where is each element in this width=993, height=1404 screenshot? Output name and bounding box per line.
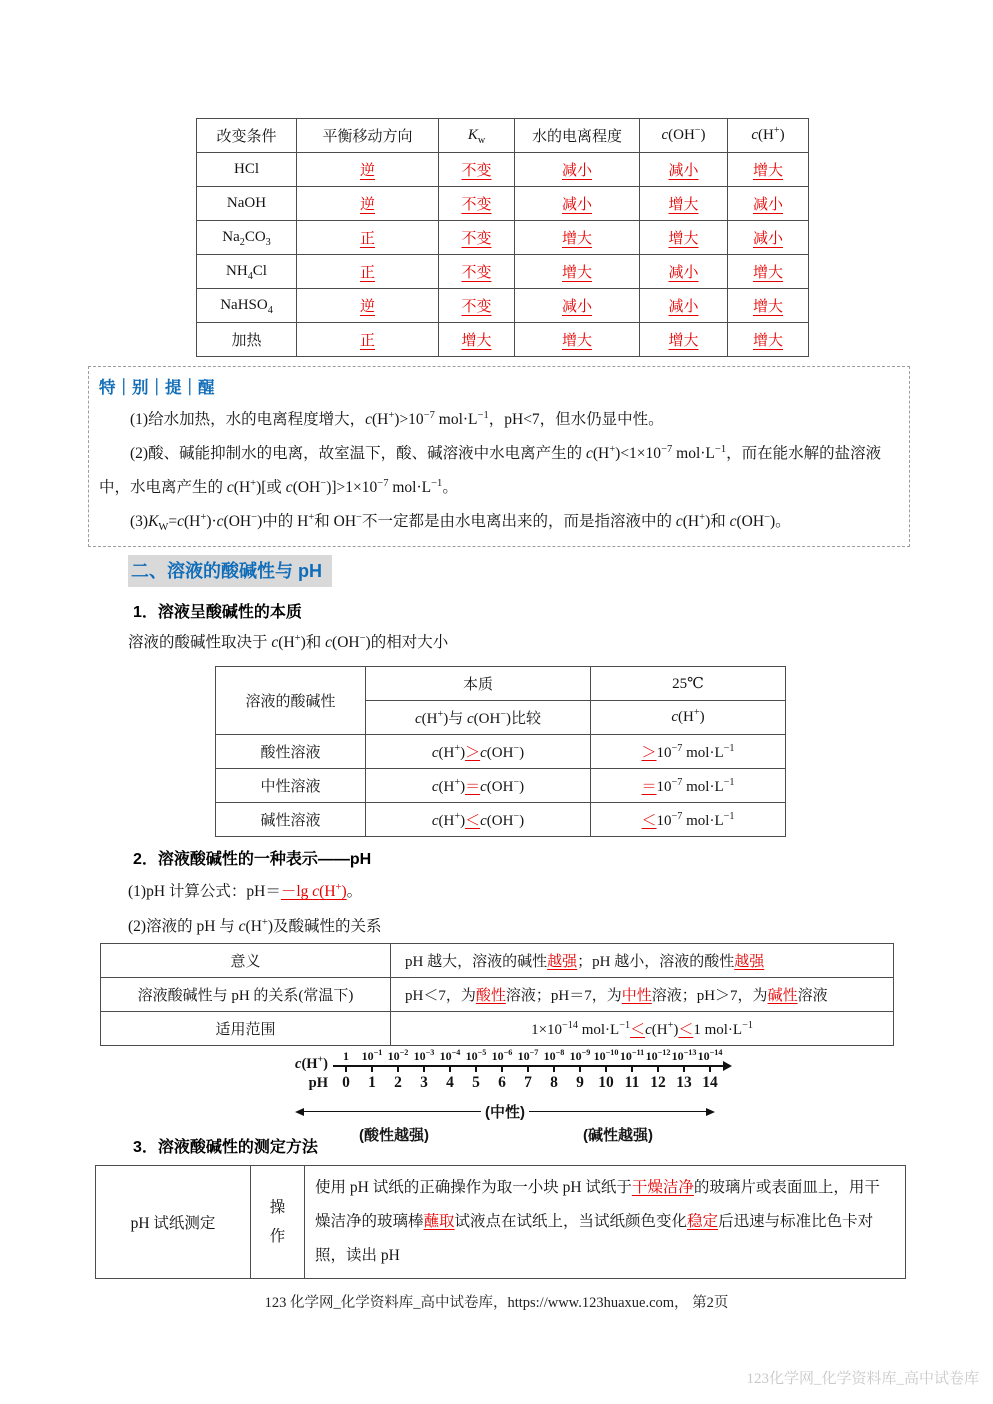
ph-tick-value: 10 xyxy=(598,1074,614,1091)
ph-tick-value: 5 xyxy=(472,1074,480,1091)
c-oh-change-cell: 减小 xyxy=(640,289,728,323)
ph-axis-line xyxy=(333,1065,723,1072)
ph-meaning-table xyxy=(100,943,894,1046)
reminder-point-2: (2)酸、碱能抑制水的电离，故室温下，酸、碱溶液中水电离产生的 $c(H^+)<1\times 10^{-7}$ $mol\cdot L^{-1}$，而在能水解的盐溶液中，水电离产生的 c(H+)[或 $c(OH^-)]>1\times 10^{-7}$ $mol\cdot L^{-1}$。 xyxy=(99,443,882,496)
acidity-direction-arrow xyxy=(287,1101,723,1122)
comparison-cell: c(H+)＝c(OH−) xyxy=(366,769,591,803)
c-h-change-cell: 增大 xyxy=(728,255,809,289)
water-table-body xyxy=(197,153,809,357)
ph-measurement-table xyxy=(95,1165,906,1279)
left-arrowhead-icon xyxy=(295,1108,304,1116)
comparison-cell: c(H+)＞c(OH−) xyxy=(366,735,591,769)
ph-tick-value: 8 xyxy=(550,1074,558,1091)
comparison-cell: c(H+)＜c(OH−) xyxy=(366,803,591,837)
axis-tick xyxy=(697,1067,723,1072)
table-row xyxy=(101,944,894,978)
axis-tick xyxy=(619,1067,645,1072)
axis-tick xyxy=(333,1067,359,1072)
ph-axis-label: pH xyxy=(308,1075,328,1091)
ph-relation-line: (2)溶液的 pH 与 c(H+)及酸碱性的关系 xyxy=(128,916,382,935)
ph-tick-value: 3 xyxy=(420,1074,428,1091)
c-oh-change-cell: 增大 xyxy=(640,187,728,221)
ph-values-row xyxy=(287,1074,723,1092)
axis-tick xyxy=(515,1067,541,1072)
ph-tick-value: 9 xyxy=(576,1074,584,1091)
watermark-text: 123化学网_化学资料库_高中试卷库 xyxy=(746,1371,979,1387)
table-row xyxy=(197,289,809,323)
axis-tick xyxy=(489,1067,515,1072)
c-h-change-cell: 减小 xyxy=(728,187,809,221)
axis-tick xyxy=(359,1067,385,1072)
c-oh-change-cell: 减小 xyxy=(640,153,728,187)
strength-labels xyxy=(287,1124,723,1146)
ch-tick-value: $10^{-10}$ xyxy=(593,1048,619,1063)
row-label-cell: 意义 xyxy=(101,944,391,978)
reminder-point-3: $(3)K_W=c(H^+)\cdot c(OH^-)$中的 H+和 OH−不一定都是由水电离出来的，而是指溶液中的 c(H+)和 c(OH−)。 xyxy=(130,511,791,534)
ch-axis-label: c(H+) xyxy=(295,1054,328,1072)
table-row xyxy=(197,187,809,221)
right-arrowhead-icon xyxy=(706,1108,715,1116)
section-2-title: 二、溶液的酸碱性与 pH xyxy=(131,561,322,581)
c-oh-change-cell: 增大 xyxy=(640,323,728,357)
shift-direction-cell: 正 xyxy=(297,323,439,357)
acid-stronger-label: (酸性越强) xyxy=(359,1127,429,1144)
ch-tick-value: $10^{-12}$ xyxy=(645,1048,671,1063)
ph-meaning-body xyxy=(101,944,894,1046)
ionization-degree-cell: 减小 xyxy=(515,153,640,187)
ch-tick-value: $10^{-2}$ xyxy=(387,1048,409,1063)
row-value-cell: pH＜7，为酸性溶液；pH＝7，为中性溶液；pH＞7，为碱性溶液 xyxy=(391,978,894,1012)
condition-cell: $Na_2CO_3$ xyxy=(197,221,297,255)
ph-tick-value: 2 xyxy=(394,1074,402,1091)
kw-change-cell: 增大 xyxy=(439,323,515,357)
ch-tick-value: $10^{-8}$ xyxy=(543,1048,565,1063)
comparison-header: c(H+)与 c(OH−)比较 xyxy=(366,701,591,735)
ch-tick-value: 1 xyxy=(343,1049,349,1063)
operation-text-cell: 使用 pH 试纸的正确操作为取一小块 pH 试纸于干燥洁净的玻璃片或表面皿上，用干燥洁净的玻璃棒蘸取试液点在试纸上，当试纸颜色变化稳定后迅速与标准比色卡对照，读出 pH xyxy=(305,1166,906,1279)
ch-tick-value: $10^{-1}$ xyxy=(361,1048,383,1063)
condition-cell: HCl xyxy=(197,153,297,187)
condition-cell: $NH_4Cl$ xyxy=(197,255,297,289)
axis-tick xyxy=(411,1067,437,1072)
ph-scale-diagram xyxy=(287,1047,723,1146)
ch-value-cell: $>10^{-7}$ $mol\cdot L^{-1}$ xyxy=(591,735,786,769)
ch-tick-value: $10^{-9}$ xyxy=(569,1048,591,1063)
ionization-degree-cell: 增大 xyxy=(515,255,640,289)
subsection-3-title: 3．溶液酸碱性的测定方法 xyxy=(133,1139,318,1156)
axis-tick xyxy=(567,1067,593,1072)
temperature-header: 25℃ xyxy=(591,667,786,701)
axis-tick xyxy=(645,1067,671,1072)
ph-axis xyxy=(287,1065,723,1072)
ch-tick-value: $10^{-6}$ xyxy=(491,1048,513,1063)
axis-tick xyxy=(593,1067,619,1072)
reminder-title: 特｜别｜提｜醒 xyxy=(99,379,215,397)
corner-header: 溶液的酸碱性 xyxy=(216,667,366,735)
row-value-cell: pH 越大，溶液的碱性越强；pH 越小，溶液的酸性越强 xyxy=(391,944,894,978)
ph-tick-value: 1 xyxy=(368,1074,376,1091)
arrow-line-right xyxy=(529,1111,706,1112)
ch-tick-value: $10^{-13}$ xyxy=(671,1048,697,1063)
table-row xyxy=(197,153,809,187)
ch-tick-value: $10^{-4}$ xyxy=(439,1048,461,1063)
c-oh-change-cell: 减小 xyxy=(640,255,728,289)
ph-tick-value: 13 xyxy=(676,1074,692,1091)
ch-tick-value: $10^{-7}$ xyxy=(517,1048,539,1063)
table-row xyxy=(197,221,809,255)
kw-change-cell: 不变 xyxy=(439,187,515,221)
ch-tick-value: $10^{-5}$ xyxy=(465,1048,487,1063)
ch-header: c(H+) xyxy=(591,701,786,735)
reminder-point-1: (1)给水加热，水的电离程度增大，$c(H^+)>10^{-7}$ $mol\cdot L^{-1}$，pH<7，但水仍显中性。 xyxy=(130,409,664,428)
ionization-degree-cell: 减小 xyxy=(515,289,640,323)
axis-tick xyxy=(385,1067,411,1072)
ph-tick-value: 6 xyxy=(498,1074,506,1091)
axis-tick xyxy=(463,1067,489,1072)
row-value-cell: $1\times 10^{-14}$ $mol\cdot L^{-1}<c(H^+)<1$ $mol\cdot L^{-1}$ xyxy=(391,1012,894,1046)
column-header: 改变条件 xyxy=(197,119,297,153)
neutral-label: (中性) xyxy=(485,1104,525,1121)
essence-table-body xyxy=(216,735,786,837)
ph-tick-value: 4 xyxy=(446,1074,454,1091)
table-row xyxy=(216,735,786,769)
acidity-essence-intro: 溶液的酸碱性取决于 c(H+)和 c(OH−)的相对大小 xyxy=(128,632,449,651)
axis-tick xyxy=(437,1067,463,1072)
kw-change-cell: 不变 xyxy=(439,153,515,187)
ph-tick-value: 11 xyxy=(624,1074,640,1091)
essence-header: 本质 xyxy=(366,667,591,701)
kw-change-cell: 不变 xyxy=(439,255,515,289)
table-row xyxy=(197,323,809,357)
ph-tick-value: 14 xyxy=(702,1074,718,1091)
c-h-change-cell: 增大 xyxy=(728,323,809,357)
shift-direction-cell: 正 xyxy=(297,221,439,255)
condition-cell: NaHSO$_4$ xyxy=(197,289,297,323)
table-row xyxy=(101,1012,894,1046)
c-oh-change-cell: 增大 xyxy=(640,221,728,255)
ph-tick-value: 0 xyxy=(342,1074,350,1091)
row-label-cell: 适用范围 xyxy=(101,1012,391,1046)
ionization-degree-cell: 减小 xyxy=(515,187,640,221)
acidity-essence-table xyxy=(215,666,786,837)
condition-cell: NaOH xyxy=(197,187,297,221)
column-header: c(OH−) xyxy=(640,119,728,153)
shift-direction-cell: 逆 xyxy=(297,153,439,187)
water-ionization-influence-table xyxy=(196,118,809,357)
table-header-row xyxy=(197,119,809,153)
ionization-degree-cell: 增大 xyxy=(515,221,640,255)
ch-values-row xyxy=(287,1047,723,1072)
special-reminder-box xyxy=(88,366,910,547)
table-row xyxy=(101,978,894,1012)
column-header: $K_w$ xyxy=(439,119,515,153)
column-header: c(H+) xyxy=(728,119,809,153)
method-name-cell: pH 试纸测定 xyxy=(96,1166,251,1279)
shift-direction-cell: 正 xyxy=(297,255,439,289)
ch-tick-value: $10^{-11}$ xyxy=(619,1048,645,1063)
c-h-change-cell: 减小 xyxy=(728,221,809,255)
axis-tick xyxy=(541,1067,567,1072)
kw-change-cell: 不变 xyxy=(439,221,515,255)
table-row xyxy=(197,255,809,289)
ch-tick-value: $10^{-3}$ xyxy=(413,1048,435,1063)
table-row xyxy=(216,769,786,803)
ph-formula-line: (1)pH 计算公式：pH＝－lg c(H+)。 xyxy=(128,881,363,900)
base-stronger-label: (碱性越强) xyxy=(583,1127,653,1144)
ph-tick-value: 12 xyxy=(650,1074,666,1091)
ch-value-cell: $=10^{-7}$ $mol\cdot L^{-1}$ xyxy=(591,769,786,803)
arrow-line-left xyxy=(304,1111,481,1112)
table-header-row xyxy=(216,667,786,701)
subsection-2-title: 2．溶液酸碱性的一种表示——pH xyxy=(133,851,372,868)
ionization-degree-cell: 增大 xyxy=(515,323,640,357)
c-h-change-cell: 增大 xyxy=(728,289,809,323)
subsection-1-title: 1．溶液呈酸碱性的本质 xyxy=(133,604,302,621)
kw-change-cell: 不变 xyxy=(439,289,515,323)
condition-cell: 加热 xyxy=(197,323,297,357)
solution-type-cell: 碱性溶液 xyxy=(216,803,366,837)
ph-tick-value: 7 xyxy=(524,1074,532,1091)
ch-tick-value: $10^{-14}$ xyxy=(697,1048,723,1063)
section-2-heading xyxy=(128,555,332,587)
table-row xyxy=(96,1166,906,1279)
operation-label-cell: 操作 xyxy=(251,1166,305,1279)
c-h-change-cell: 增大 xyxy=(728,153,809,187)
shift-direction-cell: 逆 xyxy=(297,289,439,323)
solution-type-cell: 中性溶液 xyxy=(216,769,366,803)
ch-value-cell: $<10^{-7}$ $mol\cdot L^{-1}$ xyxy=(591,803,786,837)
row-label-cell: 溶液酸碱性与 pH 的关系(常温下) xyxy=(101,978,391,1012)
page-footer: 123 化学网_化学资料库_高中试卷库，https://www.123huaxue.com， 第2页 xyxy=(264,1295,729,1311)
shift-direction-cell: 逆 xyxy=(297,187,439,221)
table-row xyxy=(216,803,786,837)
solution-type-cell: 酸性溶液 xyxy=(216,735,366,769)
column-header: 平衡移动方向 xyxy=(297,119,439,153)
column-header: 水的电离程度 xyxy=(515,119,640,153)
axis-tick xyxy=(671,1067,697,1072)
